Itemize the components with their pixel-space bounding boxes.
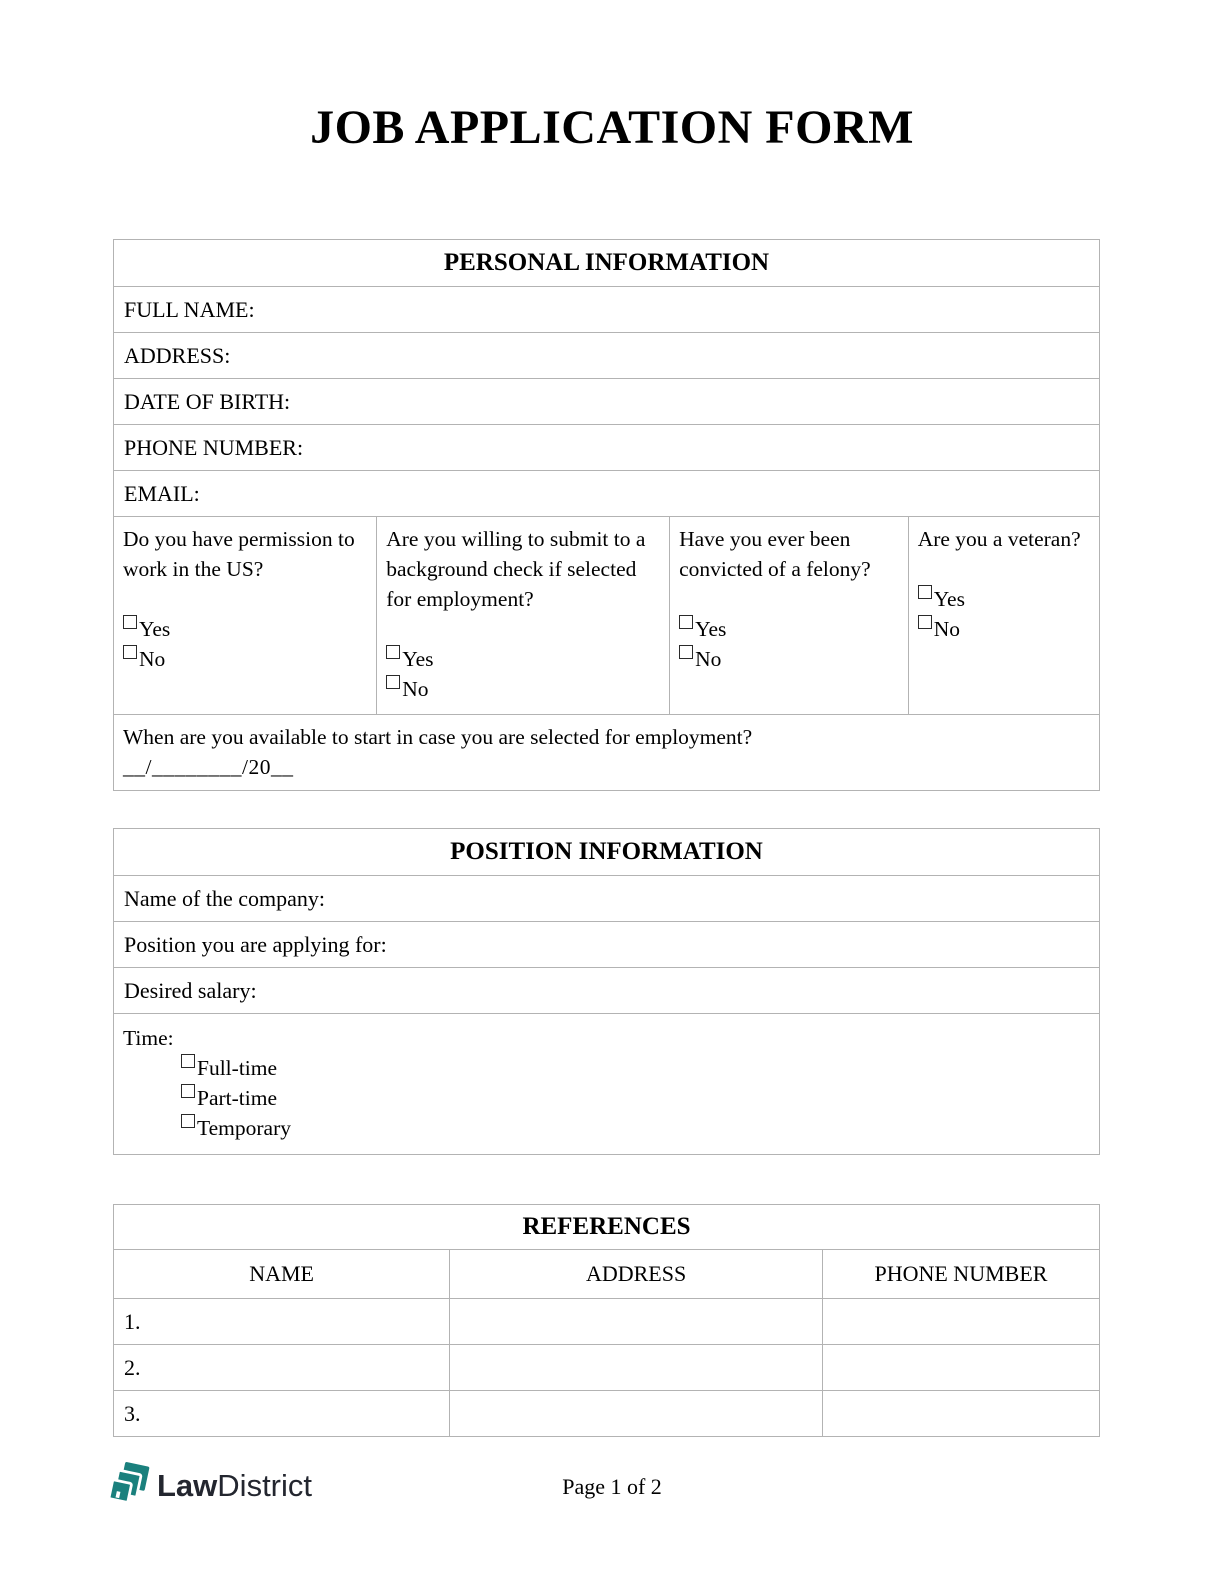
- column-header-address: ADDRESS: [450, 1250, 823, 1299]
- option-label: Yes: [139, 617, 171, 642]
- column-header-name: NAME: [114, 1250, 450, 1299]
- position-applying-field: Position you are applying for:: [114, 922, 1100, 968]
- table-row: [114, 922, 1100, 968]
- page-footer: [0, 1460, 1224, 1530]
- personal-info-header: PERSONAL INFORMATION: [114, 240, 1100, 287]
- reference-phone-cell: [822, 1299, 1099, 1345]
- page-title: JOB APPLICATION FORM: [310, 101, 914, 154]
- question-text: Have you ever been convicted of a felony?: [679, 527, 871, 582]
- position-information-table: [113, 828, 1100, 1155]
- references-header: REFERENCES: [114, 1205, 1100, 1250]
- date-of-birth-field: DATE OF BIRTH:: [114, 379, 1100, 425]
- reference-address-cell: [450, 1299, 823, 1345]
- checkbox-icon[interactable]: [123, 645, 137, 659]
- option-label: Yes: [402, 647, 434, 672]
- table-row: [114, 876, 1100, 922]
- question-work-permission-cell: [114, 517, 377, 715]
- option-label: Full-time: [197, 1056, 278, 1081]
- table-row: [114, 379, 1100, 425]
- option-label: No: [139, 647, 166, 672]
- checkbox-icon[interactable]: [918, 615, 932, 629]
- question-text: Are you a veteran?: [917, 527, 1081, 552]
- table-row: [114, 471, 1100, 517]
- column-header-phone: PHONE NUMBER: [822, 1250, 1099, 1299]
- option-label: Part-time: [197, 1086, 278, 1111]
- table-row: [114, 1250, 1100, 1299]
- table-row: [114, 1391, 1100, 1437]
- email-field: EMAIL:: [114, 471, 1100, 517]
- table-row: [114, 1345, 1100, 1391]
- personal-information-table: [113, 239, 1100, 791]
- availability-question: When are you available to start in case you are selected for employment?: [123, 725, 753, 750]
- option-label: Temporary: [197, 1116, 292, 1141]
- table-row: [114, 715, 1100, 791]
- table-row: [114, 287, 1100, 333]
- checkbox-icon[interactable]: [918, 585, 932, 599]
- checkbox-icon[interactable]: [181, 1114, 195, 1128]
- reference-phone-cell: [822, 1391, 1099, 1437]
- checkbox-icon[interactable]: [386, 675, 400, 689]
- desired-salary-field: Desired salary:: [114, 968, 1100, 1014]
- company-name-field: Name of the company:: [114, 876, 1100, 922]
- option-label: No: [695, 647, 722, 672]
- checkbox-icon[interactable]: [679, 645, 693, 659]
- question-text: Are you willing to submit to a background check if selected for employment?: [386, 527, 646, 612]
- question-veteran-cell: [908, 517, 1099, 715]
- table-row: [114, 968, 1100, 1014]
- table-row: [114, 829, 1100, 876]
- option-label: Yes: [933, 587, 965, 612]
- reference-address-cell: [450, 1391, 823, 1437]
- full-name-field: FULL NAME:: [114, 287, 1100, 333]
- phone-number-field: PHONE NUMBER:: [114, 425, 1100, 471]
- option-label: No: [402, 677, 429, 702]
- table-row: [114, 240, 1100, 287]
- logo-district-text: District: [217, 1467, 313, 1503]
- table-row: [114, 1014, 1100, 1155]
- checkbox-icon[interactable]: [386, 645, 400, 659]
- question-felony-cell: [670, 517, 909, 715]
- time-cell: [114, 1014, 1100, 1155]
- checkbox-icon[interactable]: [181, 1084, 195, 1098]
- reference-phone-cell: [822, 1345, 1099, 1391]
- time-label: Time:: [123, 1026, 174, 1051]
- question-background-check-cell: [377, 517, 670, 715]
- table-row: [114, 425, 1100, 471]
- availability-cell: [114, 715, 1100, 791]
- table-row: [114, 1205, 1100, 1250]
- references-table: [113, 1204, 1100, 1437]
- position-info-header: POSITION INFORMATION: [114, 829, 1100, 876]
- reference-number-cell: 2.: [114, 1345, 450, 1391]
- questions-row: [114, 517, 1100, 715]
- table-row: [114, 333, 1100, 379]
- question-text: Do you have permission to work in the US?: [123, 527, 355, 582]
- availability-answer-line: __/________/20__: [123, 755, 294, 780]
- reference-address-cell: [450, 1345, 823, 1391]
- table-row: [114, 1299, 1100, 1345]
- reference-number-cell: 1.: [114, 1299, 450, 1345]
- checkbox-icon[interactable]: [679, 615, 693, 629]
- checkbox-icon[interactable]: [123, 615, 137, 629]
- checkbox-icon[interactable]: [181, 1054, 195, 1068]
- page-number: Page 1 of 2: [562, 1474, 662, 1499]
- logo-law-text: Law: [157, 1467, 218, 1503]
- option-label: Yes: [695, 617, 727, 642]
- address-field: ADDRESS:: [114, 333, 1100, 379]
- reference-number-cell: 3.: [114, 1391, 450, 1437]
- option-label: No: [933, 617, 960, 642]
